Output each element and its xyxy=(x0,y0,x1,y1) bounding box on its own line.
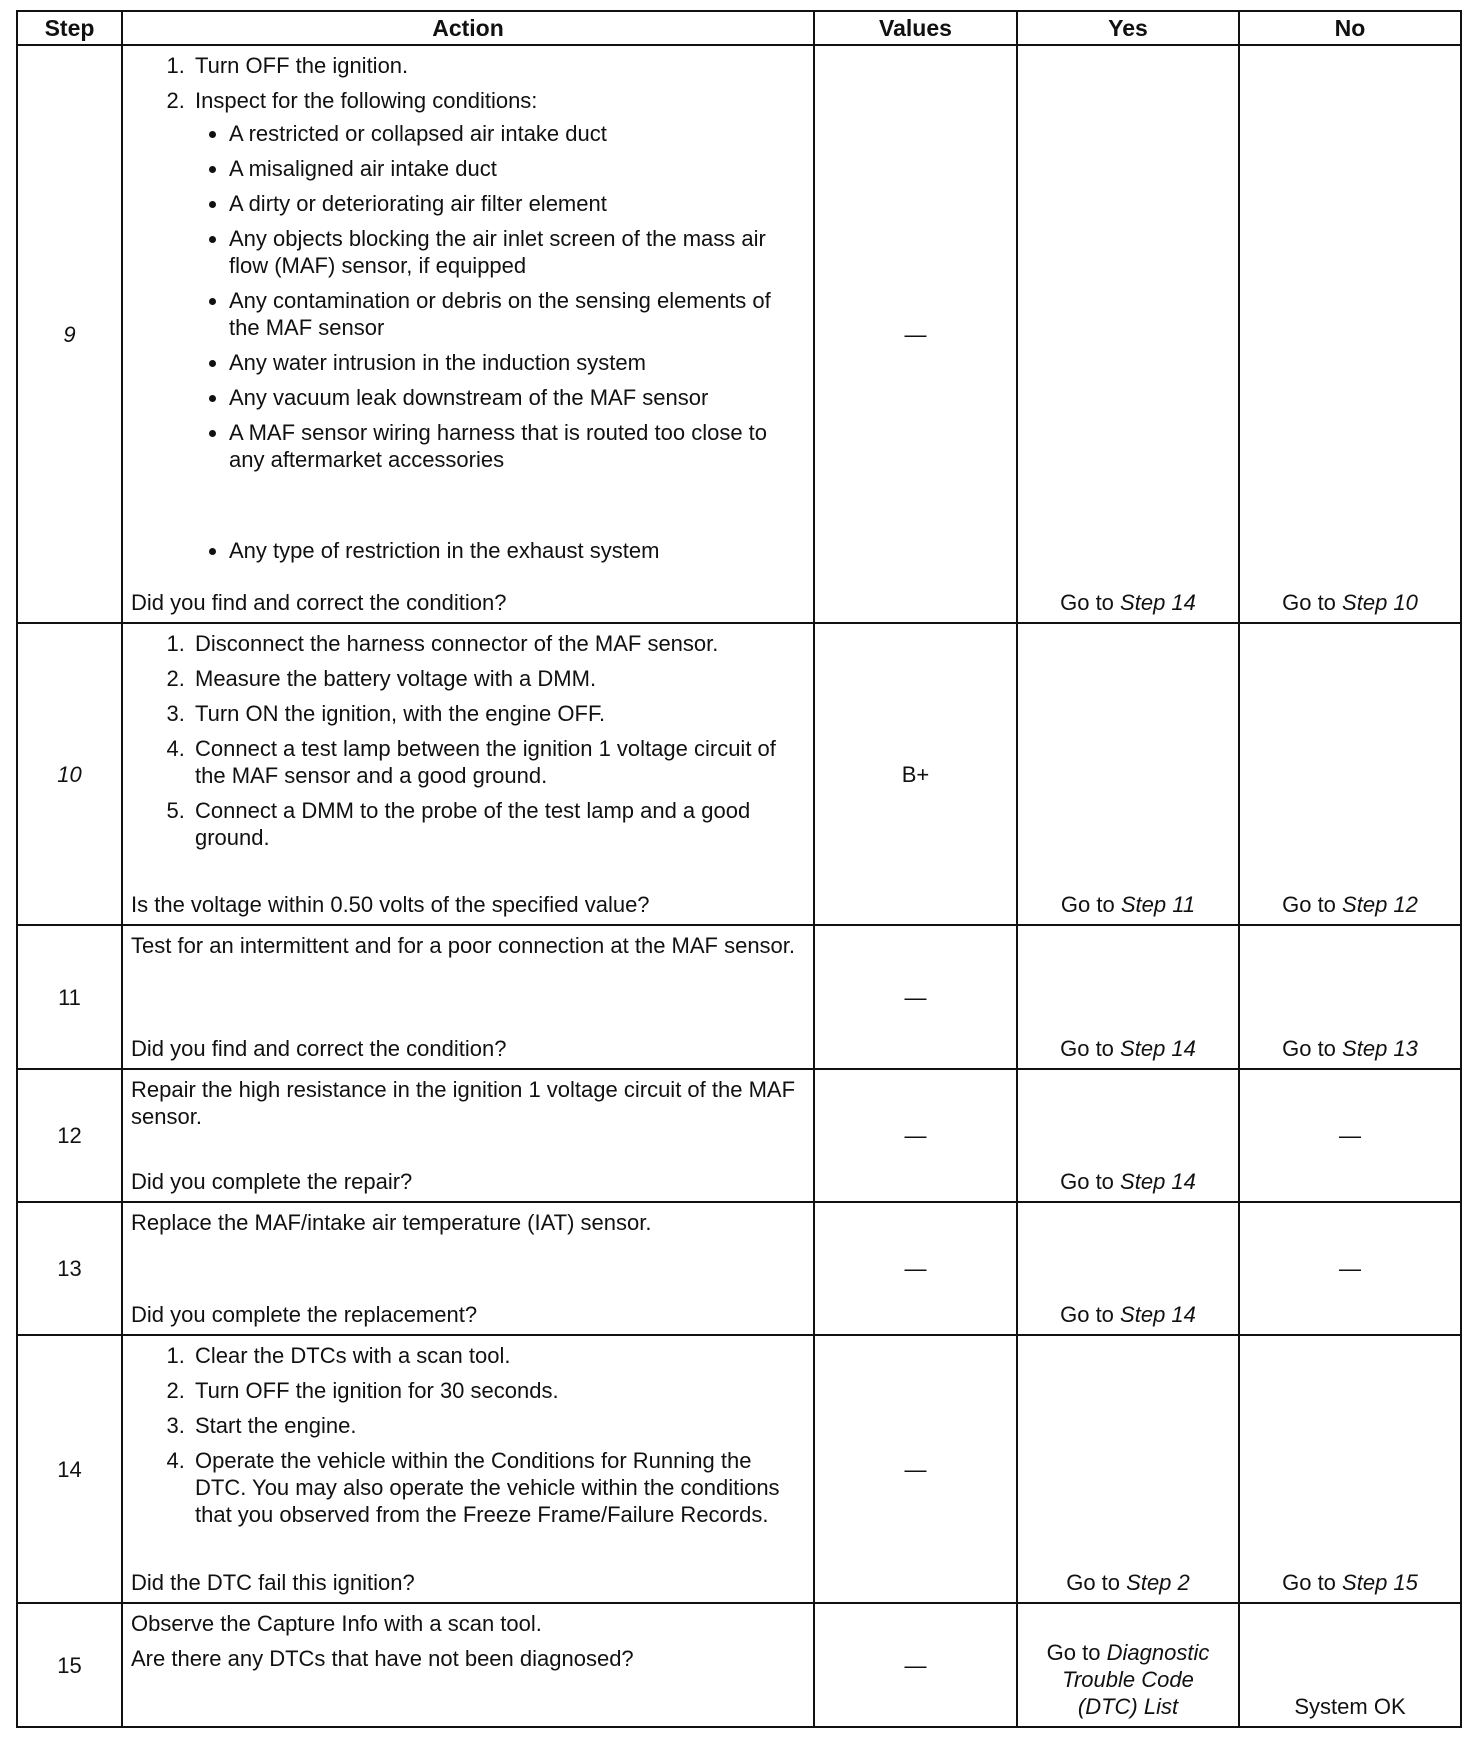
action-cell xyxy=(122,1202,814,1335)
values-cell: — xyxy=(814,1603,1017,1727)
values-cell: — xyxy=(814,45,1017,623)
action-step: 2. Measure the battery voltage with a DMM. xyxy=(191,665,805,692)
header-values: Values xyxy=(814,11,1017,45)
header-action: Action xyxy=(122,11,814,45)
action-step: 4. Connect a test lamp between the ignition 1 voltage circuit of the MAF sensor and a good ground. xyxy=(191,735,805,789)
condition-item: • Any contamination or debris on the sensing elements of the MAF sensor xyxy=(229,287,805,341)
yes-cell xyxy=(1017,1202,1239,1335)
action-cell xyxy=(122,925,814,1069)
diagnostic-table xyxy=(16,10,1462,1728)
table-row-step-14 xyxy=(17,1335,1461,1603)
values-cell: — xyxy=(814,1202,1017,1335)
step-number: 11 xyxy=(17,925,122,1069)
table-row-step-12 xyxy=(17,1069,1461,1202)
yes-dtc-list-link[interactable]: Diagnostic Trouble Code (DTC) List xyxy=(1062,1640,1210,1719)
condition-item: • Any objects blocking the air inlet screen of the mass air flow (MAF) sensor, if equipped xyxy=(229,225,805,279)
action-question: Did you complete the replacement? xyxy=(131,1302,478,1328)
condition-item: • A MAF sensor wiring harness that is routed too close to any aftermarket accessories xyxy=(229,419,805,473)
action-steps xyxy=(131,1342,805,1528)
no-step-link[interactable]: Step 10 xyxy=(1342,590,1418,616)
action-step xyxy=(191,87,805,564)
step-number: 9 xyxy=(17,45,122,623)
yes-cell xyxy=(1017,1603,1239,1727)
table-row-step-9 xyxy=(17,45,1461,623)
yes-cell xyxy=(1017,623,1239,925)
action-text: Repair the high resistance in the ignition 1 voltage circuit of the MAF sensor. xyxy=(131,1077,796,1130)
goto-label: Go to xyxy=(1060,892,1115,918)
goto-label: Go to xyxy=(1060,1036,1114,1062)
header-row xyxy=(17,11,1461,45)
values-cell: — xyxy=(814,925,1017,1069)
action-step: 1. Turn OFF the ignition. xyxy=(191,52,805,79)
values-cell: B+ xyxy=(814,623,1017,925)
yes-step-link[interactable]: Step 14 xyxy=(1120,590,1196,616)
goto-label: Go to xyxy=(1282,1570,1336,1596)
action-step-text: Inspect for the following conditions: xyxy=(195,88,538,113)
step-number: 10 xyxy=(17,623,122,925)
step-number: 12 xyxy=(17,1069,122,1202)
condition-item: • A misaligned air intake duct xyxy=(229,155,805,182)
action-text: Replace the MAF/intake air temperature (IAT) sensor. xyxy=(131,1210,652,1236)
no-cell xyxy=(1239,45,1461,623)
condition-item: • Any type of restriction in the exhaust system xyxy=(229,537,805,564)
step-number: 13 xyxy=(17,1202,122,1335)
step-number: 15 xyxy=(17,1603,122,1727)
yes-cell xyxy=(1017,1069,1239,1202)
values-cell: — xyxy=(814,1335,1017,1603)
action-cell xyxy=(122,45,814,623)
yes-step-link[interactable]: Step 2 xyxy=(1126,1570,1190,1596)
action-question: Did you complete the repair? xyxy=(131,1169,413,1195)
action-step: 5. Connect a DMM to the probe of the test lamp and a good ground. xyxy=(191,797,805,851)
no-cell xyxy=(1239,1335,1461,1603)
action-cell xyxy=(122,1069,814,1202)
goto-label: Go to xyxy=(1066,1570,1121,1596)
action-step: 3. Turn ON the ignition, with the engine OFF. xyxy=(191,700,805,727)
yes-cell xyxy=(1017,45,1239,623)
action-question: Did you find and correct the condition? xyxy=(131,1036,507,1062)
no-step-link[interactable]: Step 12 xyxy=(1342,892,1418,918)
action-question: Is the voltage within 0.50 volts of the specified value? xyxy=(131,892,650,918)
action-cell xyxy=(122,1603,814,1727)
goto-label: Go to xyxy=(1282,892,1336,918)
yes-step-link[interactable]: Step 14 xyxy=(1120,1302,1196,1328)
no-step-link[interactable]: Step 13 xyxy=(1342,1036,1418,1062)
condition-item: • Any water intrusion in the induction system xyxy=(229,349,805,376)
action-steps xyxy=(131,630,805,851)
action-question: Are there any DTCs that have not been diagnosed? xyxy=(131,1646,634,1672)
table-row-step-13 xyxy=(17,1202,1461,1335)
action-question: Did the DTC fail this ignition? xyxy=(131,1570,415,1596)
yes-step-link[interactable]: Step 14 xyxy=(1120,1036,1196,1062)
goto-label: Go to xyxy=(1060,1302,1114,1328)
action-step: 1. Disconnect the harness connector of the MAF sensor. xyxy=(191,630,805,657)
action-text: Observe the Capture Info with a scan tool. xyxy=(131,1611,542,1637)
goto-label: Go to xyxy=(1060,590,1114,616)
system-ok-text: System OK xyxy=(1294,1694,1406,1719)
values-cell: — xyxy=(814,1069,1017,1202)
goto-label: Go to xyxy=(1060,1169,1114,1195)
action-question: Did you find and correct the condition? xyxy=(131,590,507,616)
goto-label: Go to xyxy=(1046,1640,1101,1665)
yes-cell xyxy=(1017,1335,1239,1603)
action-steps xyxy=(131,52,805,572)
step-number: 14 xyxy=(17,1335,122,1603)
no-cell xyxy=(1239,623,1461,925)
no-cell xyxy=(1239,925,1461,1069)
yes-cell xyxy=(1017,925,1239,1069)
header-no: No xyxy=(1239,11,1461,45)
action-cell xyxy=(122,623,814,925)
no-step-link[interactable]: Step 15 xyxy=(1342,1570,1418,1596)
action-step: 2. Turn OFF the ignition for 30 seconds. xyxy=(191,1377,805,1404)
action-step: 3. Start the engine. xyxy=(191,1412,805,1439)
header-step: Step xyxy=(17,11,122,45)
no-cell: — xyxy=(1239,1069,1461,1202)
action-cell xyxy=(122,1335,814,1603)
table-row-step-15 xyxy=(17,1603,1461,1727)
table-row-step-11 xyxy=(17,925,1461,1069)
no-cell: — xyxy=(1239,1202,1461,1335)
goto-label: Go to xyxy=(1282,1036,1336,1062)
condition-item: • A restricted or collapsed air intake duct xyxy=(229,120,805,147)
condition-item: • A dirty or deteriorating air filter element xyxy=(229,190,805,217)
table-row-step-10 xyxy=(17,623,1461,925)
condition-list xyxy=(195,120,805,564)
header-yes: Yes xyxy=(1017,11,1239,45)
goto-label: Go to xyxy=(1282,590,1336,616)
yes-step-link[interactable]: Step 14 xyxy=(1120,1169,1196,1195)
action-text: Test for an intermittent and for a poor connection at the MAF sensor. xyxy=(131,933,796,959)
yes-step-link[interactable]: Step 11 xyxy=(1120,892,1196,918)
condition-item: • Any vacuum leak downstream of the MAF sensor xyxy=(229,384,805,411)
action-step: 1. Clear the DTCs with a scan tool. xyxy=(191,1342,805,1369)
no-cell xyxy=(1239,1603,1461,1727)
action-step: 4. Operate the vehicle within the Conditions for Running the DTC. You may also operate the vehicle within the conditions that you observed from the Freeze Frame/Failure Records. xyxy=(191,1447,805,1528)
